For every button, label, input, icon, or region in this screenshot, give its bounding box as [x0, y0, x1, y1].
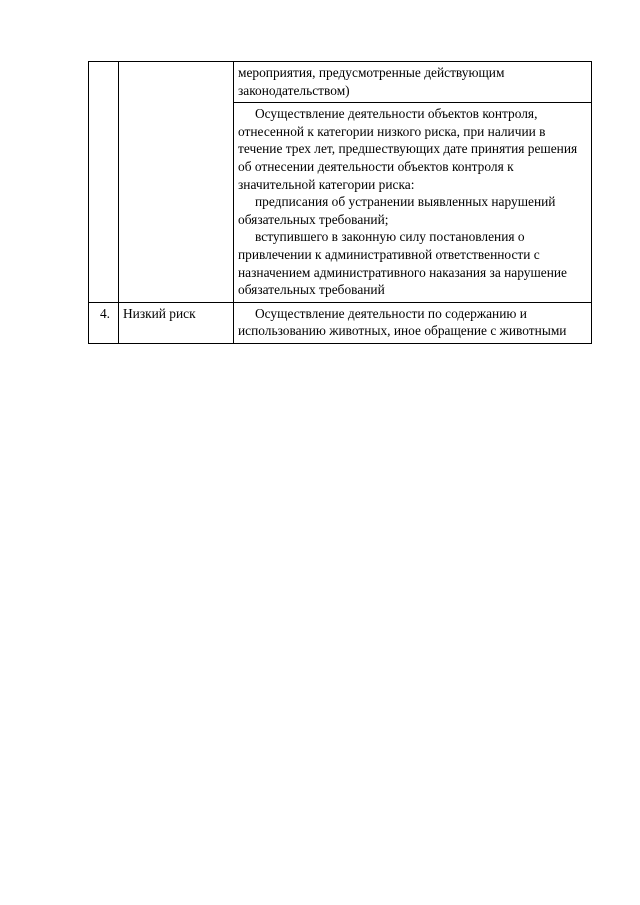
- row-number-cell: [89, 62, 119, 303]
- criteria-paragraph: Осуществление деятельности по содержанию и использованию животных, иное обращение с животными: [238, 305, 567, 339]
- criteria-paragraph: Осуществление деятельности объектов контроля, отнесенной к категории низкого риска, при наличии в течение трех лет, предшествующих дате принятия решения об отнесении деятельности объектов контроля к значительной категории риска:: [238, 106, 578, 192]
- criteria-cell: [234, 103, 592, 303]
- criteria-paragraph: мероприятия, предусмотренные действующим законодательством): [238, 65, 505, 98]
- criteria-cell: [234, 302, 592, 343]
- table-row: [89, 62, 592, 103]
- risk-category-cell: [119, 62, 234, 303]
- table-row: [89, 302, 592, 343]
- risk-category-cell: Низкий риск: [119, 302, 234, 343]
- criteria-cell: [234, 62, 592, 103]
- row-number-cell: 4.: [89, 302, 119, 343]
- criteria-paragraph: вступившего в законную силу постановления о привлечении к административной ответственности с назначением административного наказания за нарушение обязательных требований: [238, 229, 567, 298]
- risk-category-table: [88, 61, 592, 344]
- criteria-paragraph: предписания об устранении выявленных нарушений обязательных требований;: [238, 194, 556, 227]
